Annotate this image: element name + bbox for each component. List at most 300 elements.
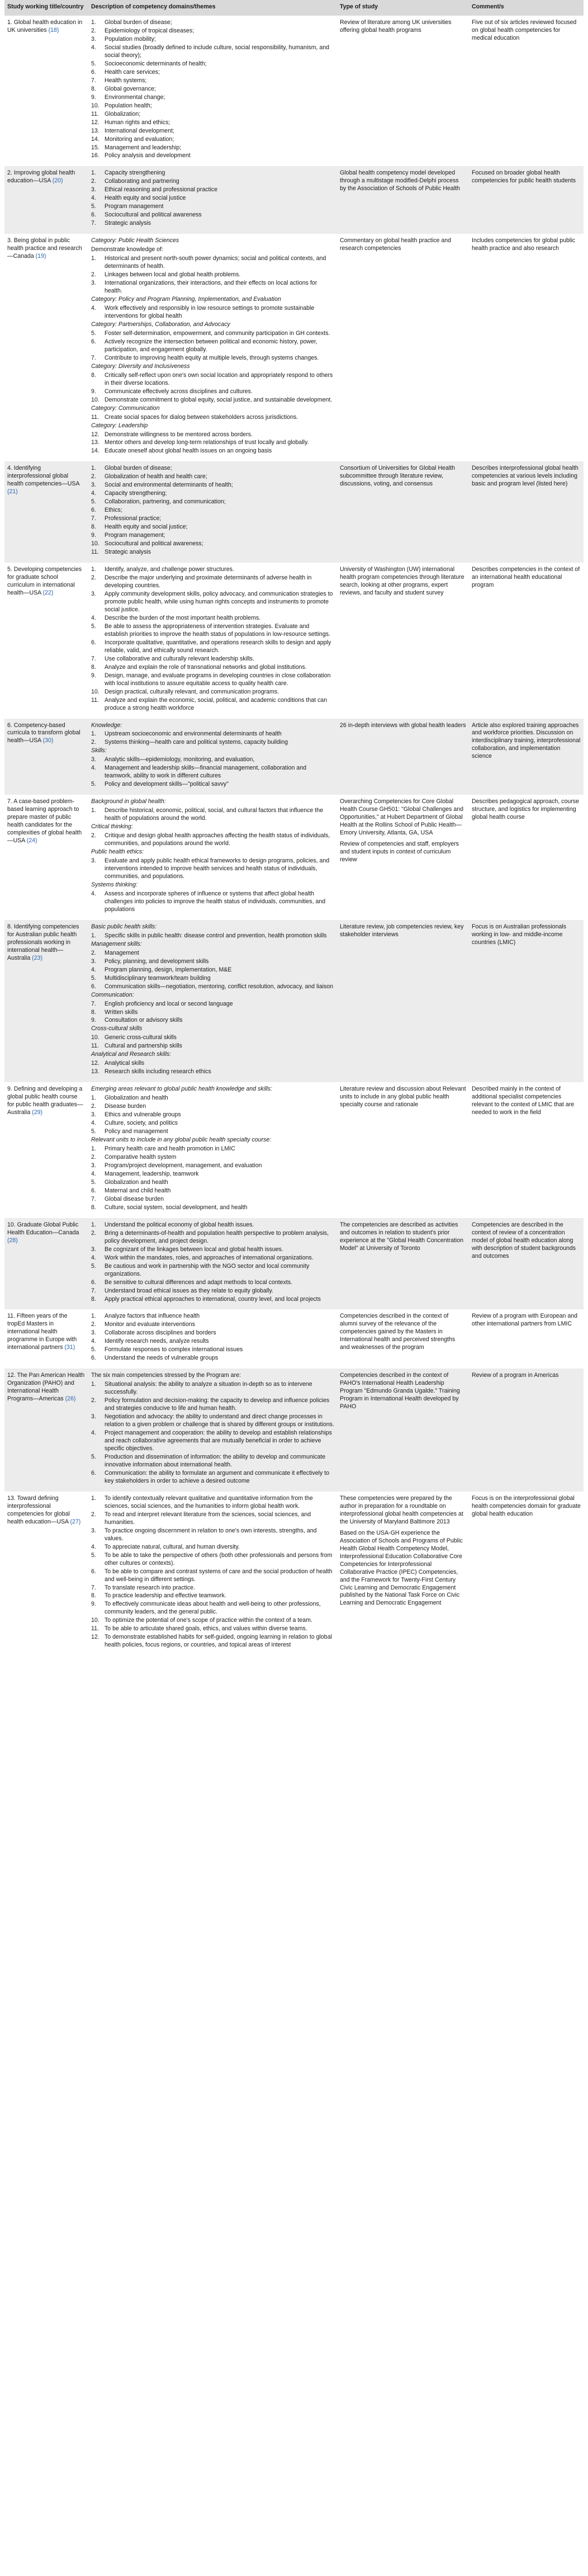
type-of-study-text: Literature review, job competencies review, key stakeholder interviews — [340, 923, 464, 938]
study-title-cell — [4, 1492, 88, 1655]
item-text: Health care services; — [105, 68, 160, 76]
reference-number: (18) — [48, 26, 59, 34]
item-text: Understand broad ethical issues as they relate to equity globally. — [105, 1287, 273, 1294]
study-title: 5. Developing competencies for graduate school curriculum in international health—USA — [7, 566, 82, 596]
study-title: 9. Defining and developing a global public health course for public health graduates—Australia — [7, 1086, 83, 1116]
type-of-study-text: Competencies described in the context of PAHO's International Health Leadership Program "Edmundo Granda Ugalde." Training Program in International Health developed by PAHO — [340, 1372, 460, 1410]
item-text: Socioeconomic determinants of health; — [105, 60, 207, 67]
item-number: 8. — [91, 1592, 96, 1600]
list-item — [91, 203, 334, 211]
item-text: Program management; — [105, 532, 165, 539]
comments-cell — [469, 1082, 584, 1218]
item-text: Work effectively and responsibly in low resource settings to promote sustainable interventions for global health — [105, 304, 315, 319]
list-item — [91, 639, 334, 655]
item-text: To read and interpret relevant literature from the sciences, social sciences, and humanities. — [105, 1511, 311, 1526]
header-competency-domains: Description of competency domains/themes — [88, 0, 337, 16]
reference-number: (31) — [64, 1344, 75, 1351]
comment-text: Describes competencies in the context of an international health educational program — [472, 566, 580, 588]
list-item — [91, 1454, 334, 1469]
list-item — [91, 119, 334, 127]
competency-list — [91, 1145, 334, 1212]
type-of-study-cell — [337, 1369, 469, 1492]
competency-intro: The six main competencies stressed by the Program are: — [91, 1372, 241, 1379]
item-number: 6. — [91, 338, 96, 345]
reference-number: (30) — [42, 737, 54, 744]
competency-list — [91, 414, 334, 422]
competency-list — [91, 330, 334, 362]
item-number: 1. — [91, 1494, 96, 1502]
item-number: 12. — [91, 1060, 99, 1067]
item-text: Globalization and health — [105, 1178, 168, 1186]
list-item — [91, 447, 334, 455]
table-body — [4, 16, 584, 1655]
study-title-cell — [4, 920, 88, 1082]
list-item — [91, 655, 334, 663]
item-text: To practice leadership and effective teamwork. — [105, 1592, 226, 1600]
item-text: Disease burden — [105, 1103, 146, 1110]
competency-category-heading: Category: Policy and Program Planning, Implementation, and Evaluation — [91, 296, 281, 303]
list-item — [91, 1221, 334, 1229]
list-item — [91, 305, 334, 320]
study-title: 4. Identifying interprofessional global health competencies—USA — [7, 465, 79, 488]
item-text: International organizations, their interactions, and their effects on local actions for health. — [105, 280, 317, 295]
type-of-study-cell — [337, 719, 469, 795]
table-row — [4, 1082, 584, 1218]
item-text: Health equity and social justice — [105, 195, 186, 202]
list-item — [91, 591, 334, 614]
list-item — [91, 1179, 334, 1187]
list-item — [91, 178, 334, 186]
item-text: To be able to take the perspective of others (both other professionals and persons from other cultures or contexts). — [105, 1551, 333, 1567]
item-text: Apply community development skills, policy advocacy, and communication strategies to promote public health, while using human rights concepts and instruments to promote social justice. — [105, 590, 333, 613]
study-title-cell — [4, 234, 88, 461]
competency-list — [91, 1060, 334, 1076]
item-number: 8. — [91, 85, 96, 92]
item-number: 4. — [91, 1120, 96, 1127]
list-item — [91, 515, 334, 523]
study-title-cell — [4, 461, 88, 563]
comments-cell — [469, 234, 584, 461]
competency-domains-cell — [88, 719, 337, 795]
competency-group — [91, 848, 334, 881]
item-number: 3. — [91, 590, 96, 597]
item-text: Ethics and vulnerable groups — [105, 1111, 181, 1119]
list-item — [91, 756, 334, 764]
item-text: Collaboration, partnering, and communication; — [105, 498, 226, 506]
item-text: Linkages between local and global health problems. — [105, 271, 241, 279]
competency-category-heading: Category: Public Health Sciences — [91, 237, 179, 244]
competency-domains-cell — [88, 166, 337, 234]
competency-category-heading: Communication: — [91, 991, 134, 998]
item-number: 4. — [91, 1338, 96, 1345]
item-text: Systems thinking—health care and political systems, capacity building — [105, 739, 288, 746]
list-item — [91, 549, 334, 556]
reference-number: (26) — [65, 1395, 76, 1403]
type-of-study-cell — [337, 1082, 469, 1218]
list-item — [91, 439, 334, 447]
type-of-study-text: Competencies described in the context of alumni survey of the relevance of the competencies gained by the Masters in International health and perceived strengths and weaknesses of the program — [340, 1313, 456, 1351]
study-title: 10. Graduate Global Public Health Education—Canada — [7, 1221, 79, 1236]
study-title-cell — [4, 1369, 88, 1492]
item-text: Collaborating and partnering — [105, 178, 179, 185]
study-title: 13. Toward defining interprofessional competencies for global health education—USA — [7, 1494, 70, 1525]
comments-cell — [469, 920, 584, 1082]
item-text: Consultation or advisory skills — [105, 1017, 183, 1024]
competency-list — [91, 832, 334, 848]
study-title: 6. Competency-based curricula to transform global health—USA — [7, 721, 80, 744]
item-number: 2. — [91, 574, 96, 582]
comments-cell — [469, 166, 584, 234]
list-item — [91, 807, 334, 823]
item-text: Historical and present north-south power dynamics; social and political contexts, and determinants of health. — [105, 255, 326, 270]
item-number: 4. — [91, 614, 96, 621]
item-number: 13. — [91, 1068, 99, 1075]
item-number: 2. — [91, 27, 96, 34]
list-item — [91, 1287, 334, 1295]
list-item — [91, 566, 334, 574]
item-text: English proficiency and local or second language — [105, 1000, 233, 1007]
item-text: Culture, social system, social development, and health — [105, 1204, 248, 1211]
list-item — [91, 1413, 334, 1429]
table-row — [4, 16, 584, 166]
type-of-study-cell — [337, 563, 469, 718]
item-text: To optimize the potential of one's scope of practice within the context of a team. — [105, 1617, 312, 1624]
list-item — [91, 1017, 334, 1025]
list-item — [91, 540, 334, 548]
item-number: 14. — [91, 447, 99, 455]
list-item — [91, 27, 334, 35]
item-number: 1. — [91, 1221, 96, 1228]
competency-list — [91, 1034, 334, 1050]
list-item — [91, 615, 334, 622]
item-text: Assess and incorporate spheres of influence or systems that affect global health challenges into policies to improve the health status of individuals, communities, and populations — [105, 890, 326, 913]
comment-text: Describes interprofessional global health competencies at various levels including basic and program level (listed here) — [472, 465, 578, 488]
item-number: 7. — [91, 1287, 96, 1294]
competency-table-wrapper — [4, 0, 584, 1655]
competency-list — [91, 756, 334, 789]
type-of-study-cell — [337, 234, 469, 461]
item-number: 5. — [91, 203, 96, 210]
list-item — [91, 1601, 334, 1616]
item-text: Ethical reasoning and professional practice — [105, 186, 217, 194]
list-item — [91, 1279, 334, 1287]
competency-domains-cell — [88, 1309, 337, 1369]
competency-category-heading: Systems thinking: — [91, 881, 138, 888]
table-row — [4, 1309, 584, 1369]
item-text: To identify contextually relevant qualitative and quantitative information from the sciences, social sciences, and the humanities to inform global health work. — [105, 1494, 313, 1509]
list-item — [91, 397, 334, 404]
item-number: 3. — [91, 1413, 96, 1421]
list-item — [91, 730, 334, 738]
item-text: Management — [105, 949, 139, 956]
item-number: 7. — [91, 515, 96, 522]
comment-text: Competencies are described in the context of review of a concentration model of global health education along with description of student backgrounds and outcomes — [472, 1221, 576, 1259]
item-text: Analytical skills — [105, 1060, 145, 1067]
item-text: Capacity strengthening; — [105, 490, 167, 497]
item-number: 3. — [91, 1329, 96, 1337]
item-text: Describe the burden of the most important health problems. — [105, 614, 261, 621]
list-item — [91, 1568, 334, 1584]
competency-list — [91, 1495, 334, 1649]
type-of-study-cell — [337, 1492, 469, 1655]
competency-category-heading: Category: Partnerships, Collaboration, and Advocacy — [91, 320, 230, 328]
item-number: 8. — [91, 1295, 96, 1303]
competency-group — [91, 881, 334, 914]
competency-group — [91, 747, 334, 789]
reference-number: (24) — [26, 837, 37, 844]
type-of-study-cell — [337, 1309, 469, 1369]
item-text: To be able to articulate shared goals, ethics, and values within diverse teams. — [105, 1625, 307, 1633]
list-item — [91, 1527, 334, 1543]
item-text: Program/project development, management, and evaluation — [105, 1162, 262, 1169]
list-item — [91, 1145, 334, 1153]
competency-category-heading: Skills: — [91, 747, 107, 754]
item-number: 13. — [91, 439, 99, 446]
item-text: Formulate responses to complex international issues — [105, 1346, 243, 1353]
item-number: 1. — [91, 255, 96, 262]
item-number: 4. — [91, 1254, 96, 1261]
comment-text: Described mainly in the context of additional specialist competencies relevant to the context of LMIC that are needed to work in the field — [472, 1086, 575, 1116]
item-text: Global burden of disease; — [105, 18, 172, 26]
item-text: Situational analysis: the ability to analyze a situation in-depth so as to intervene successfully. — [105, 1381, 312, 1396]
competency-table — [4, 0, 584, 1655]
item-number: 7. — [91, 354, 96, 361]
item-number: 3. — [91, 756, 96, 763]
item-number: 16. — [91, 152, 99, 159]
competency-domains-cell — [88, 234, 337, 461]
item-number: 12. — [91, 431, 99, 438]
list-item — [91, 1592, 334, 1600]
list-item — [91, 832, 334, 848]
competency-category-heading: Cross-cultural skills — [91, 1025, 143, 1032]
list-item — [91, 372, 334, 388]
comment-text: Review of a program in Americas — [472, 1372, 559, 1379]
item-text: Bring a determinants-of-health and population health perspective to problem analysis, policy development, and project design. — [105, 1229, 329, 1244]
competency-list — [91, 305, 334, 320]
item-text: Be sensitive to cultural differences and adapt methods to local contexts. — [105, 1278, 293, 1286]
list-item — [91, 144, 334, 152]
competency-group — [91, 422, 334, 456]
item-text: Global burden of disease; — [105, 465, 172, 472]
item-text: Communication: the ability to formulate an argument and communicate it effectively to key stakeholders in order to achieve a desired outcome — [105, 1469, 329, 1484]
table-row — [4, 1218, 584, 1310]
item-text: Globalization and health — [105, 1094, 168, 1102]
list-item — [91, 128, 334, 135]
item-text: Negotiation and advocacy: the ability to understand and direct change processes in relation to a given problem or challenge that is shared by different groups or institutions. — [105, 1413, 334, 1428]
competency-list — [91, 1381, 334, 1485]
item-text: Analyze and explain the economic, social, political, and academic conditions that can produce a strong health workforce — [105, 696, 328, 711]
study-title-cell — [4, 719, 88, 795]
item-text: Communicate effectively across disciplines and cultures. — [105, 388, 253, 395]
competency-domains-cell — [88, 563, 337, 718]
item-number: 5. — [91, 1262, 96, 1270]
item-text: Global governance; — [105, 85, 156, 92]
item-text: Describe the major underlying and proximate determinants of adverse health in developing countries. — [105, 574, 312, 589]
competency-group — [91, 566, 334, 712]
item-number: 13. — [91, 127, 99, 134]
list-item — [91, 1060, 334, 1068]
item-text: Health equity and social justice; — [105, 523, 188, 531]
competency-category-heading: Category: Diversity and Inclusiveness — [91, 362, 190, 370]
item-text: Understand the political economy of global health issues. — [105, 1221, 254, 1228]
item-number: 5. — [91, 60, 96, 67]
type-of-study-cell — [337, 795, 469, 920]
list-item — [91, 473, 334, 481]
competency-category-heading: Emerging areas relevant to global public health knowledge and skills: — [91, 1086, 272, 1093]
item-number: 2. — [91, 271, 96, 279]
table-header — [4, 0, 584, 16]
item-text: Policy, planning, and development skills — [105, 957, 209, 965]
list-item — [91, 152, 334, 160]
item-number: 5. — [91, 622, 96, 630]
item-number: 4. — [91, 765, 96, 772]
reference-number: (19) — [35, 253, 46, 260]
item-number: 2. — [91, 949, 96, 956]
list-item — [91, 186, 334, 194]
list-item — [91, 1470, 334, 1485]
item-number: 9. — [91, 388, 96, 395]
item-number: 1. — [91, 1094, 96, 1102]
list-item — [91, 490, 334, 498]
item-number: 11. — [91, 549, 99, 556]
type-of-study-cell — [337, 461, 469, 563]
item-text: Production and dissemination of information: the ability to develop and communicate innovative information about international health. — [105, 1453, 326, 1468]
item-number: 1. — [91, 169, 96, 177]
list-item — [91, 1321, 334, 1329]
item-number: 6. — [91, 1187, 96, 1194]
item-number: 3. — [91, 482, 96, 489]
competency-list — [91, 169, 334, 228]
competency-group — [91, 923, 334, 940]
competency-group — [91, 992, 334, 1025]
list-item — [91, 355, 334, 362]
competency-list — [91, 950, 334, 991]
competency-list — [91, 566, 334, 712]
list-item — [91, 532, 334, 540]
list-item — [91, 574, 334, 590]
item-text: Use collaborative and culturally relevant leadership skills. — [105, 655, 254, 662]
item-text: Actively recognize the intersection between political and economic history, power, participation, and engagement globally. — [105, 338, 317, 353]
type-of-study-text: Review of literature among UK universities offering global health programs — [340, 18, 452, 34]
list-item — [91, 1397, 334, 1413]
comments-cell — [469, 1492, 584, 1655]
item-text: To be able to compare and contrast systems of care and the social production of health and well-being in different settings. — [105, 1568, 333, 1583]
list-item — [91, 44, 334, 60]
item-number: 8. — [91, 523, 96, 531]
item-number: 3. — [91, 1111, 96, 1119]
competency-category-heading: Category: Communication — [91, 404, 160, 412]
list-item — [91, 1034, 334, 1042]
competency-group — [91, 321, 334, 362]
list-item — [91, 950, 334, 957]
list-item — [91, 169, 334, 177]
list-item — [91, 781, 334, 789]
item-text: Environmental change; — [105, 93, 165, 101]
table-row — [4, 166, 584, 234]
competency-category-heading: Analytical and Research skills: — [91, 1051, 172, 1058]
item-text: Program planning, design, implementation, M&E — [105, 966, 232, 973]
item-number: 2. — [91, 1154, 96, 1160]
table-row — [4, 563, 584, 718]
item-text: Identify, analyze, and challenge power structures. — [105, 566, 234, 573]
competency-group — [91, 798, 334, 823]
type-of-study-cell — [337, 16, 469, 166]
item-text: Collaborate across disciplines and borders — [105, 1329, 216, 1337]
item-number: 6. — [91, 1469, 96, 1476]
list-item — [91, 523, 334, 531]
item-text: Analyze factors that influence health — [105, 1313, 200, 1320]
item-number: 8. — [91, 663, 96, 671]
competency-group — [91, 405, 334, 422]
item-number: 2. — [91, 1397, 96, 1404]
competency-domains-cell — [88, 16, 337, 166]
list-item — [91, 1346, 334, 1354]
item-number: 11. — [91, 1042, 99, 1050]
item-number: 5. — [91, 1178, 96, 1186]
item-text: Management, leadership, teamwork — [105, 1170, 199, 1177]
list-item — [91, 507, 334, 515]
item-number: 12. — [91, 119, 99, 126]
competency-group — [91, 1086, 334, 1136]
item-number: 6. — [91, 507, 96, 514]
comments-cell — [469, 16, 584, 166]
item-number: 5. — [91, 498, 96, 506]
list-item — [91, 86, 334, 93]
item-number: 4. — [91, 966, 96, 973]
competency-group — [91, 1372, 334, 1485]
item-number: 1. — [91, 807, 96, 814]
list-item — [91, 1625, 334, 1633]
comment-text: Article also explored training approaches and workforce priorities. Discussion on interdisciplinary training, interprofessional collaboration, and implementation science — [472, 721, 581, 760]
item-number: 11. — [91, 110, 99, 117]
study-title-cell — [4, 563, 88, 718]
item-number: 6. — [91, 1278, 96, 1286]
list-item — [91, 60, 334, 68]
list-item — [91, 1001, 334, 1008]
item-number: 4. — [91, 195, 96, 202]
item-text: Policy analysis and development — [105, 152, 191, 159]
competency-group — [91, 363, 334, 404]
type-of-study-cell — [337, 1218, 469, 1310]
item-number: 4. — [91, 490, 96, 497]
header-type-of-study: Type of study — [337, 0, 469, 16]
competency-category-heading: Category: Leadership — [91, 422, 148, 429]
item-text: Social studies (broadly defined to include culture, social responsibility, humanism, and social theory); — [105, 44, 329, 59]
list-item — [91, 271, 334, 279]
item-number: 6. — [91, 639, 96, 646]
list-item — [91, 255, 334, 271]
item-text: To appreciate natural, cultural, and human diversity. — [105, 1543, 240, 1550]
list-item — [91, 69, 334, 77]
type-of-study-text: University of Washington (UW) international health program competencies through literature search, looking at other programs, expert reviews, and faculty and student survey — [340, 566, 464, 596]
item-text: To translate research into practice. — [105, 1584, 195, 1591]
item-text: Communication skills—negotiation, mentoring, conflict resolution, advocacy, and liaison — [105, 983, 334, 990]
list-item — [91, 36, 334, 44]
competency-group — [91, 169, 334, 228]
competency-category-heading: Basic public health skills: — [91, 923, 157, 930]
comment-text: Focus is on the interprofessional global health competencies domain for graduate global health education — [472, 1494, 581, 1517]
item-number: 10. — [91, 688, 99, 695]
study-title: 12. The Pan American Health Organization (PAHO) and International Health Programs—Americas — [7, 1372, 85, 1403]
study-title-cell — [4, 1309, 88, 1369]
item-text: Generic cross-cultural skills — [105, 1034, 177, 1041]
list-item — [91, 136, 334, 144]
list-item — [91, 1196, 334, 1204]
item-text: Upstream socioeconomic and environmental determinants of health — [105, 730, 282, 738]
item-number: 2. — [91, 178, 96, 185]
table-row — [4, 795, 584, 920]
item-text: Capacity strengthening — [105, 169, 165, 177]
